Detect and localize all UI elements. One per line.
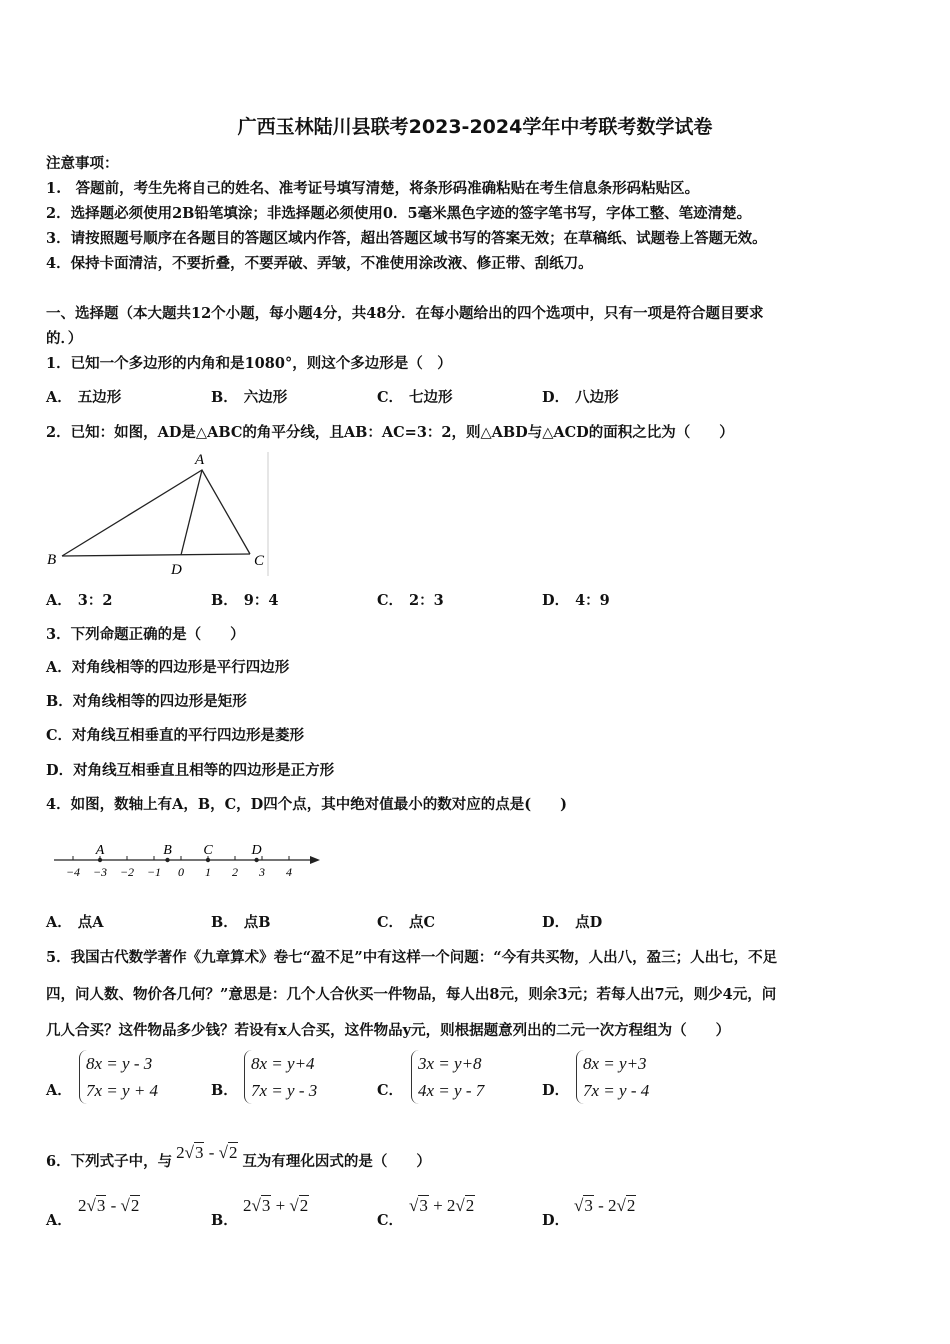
q6-option-a-expression: 2√3 - √2	[78, 1196, 140, 1215]
q5-option-c-system	[411, 1050, 484, 1104]
vertex-label-c: C	[254, 553, 265, 569]
equation: 7x = y - 3	[251, 1081, 318, 1100]
vertex-label-b: B	[47, 552, 57, 568]
q6-stem-prefix: 6．下列式子中，与	[46, 1153, 173, 1170]
q4-option-b: B． 点B	[211, 914, 271, 931]
q6-expression: 2√3 - √2	[176, 1143, 238, 1162]
q5-line: 5．我国古代数学著作《九章算术》卷七“盈不足”中有这样一个问题：“今有共买物，人出八，盈三；人出七，不足	[46, 949, 778, 966]
axis-tick-label: 2	[232, 865, 238, 879]
q6-option-c-label: C．	[377, 1212, 404, 1229]
axis-tick-label: −2	[119, 865, 135, 879]
axis-point-label: D	[251, 843, 262, 858]
axis-point	[165, 858, 169, 862]
q4-stem: 4．如图，数轴上有A，B，C，D四个点，其中绝对值最小的数对应的点是( )	[46, 796, 567, 813]
q5-option-c-label: C．	[377, 1082, 404, 1099]
q5-line: 几人合买？这件物品多少钱？若设有x人合买，这件物品y元，则根据题意列出的二元一次方程组为（ ）	[46, 1022, 731, 1039]
q4-option-d: D． 点D	[542, 914, 603, 931]
triangle-base	[62, 554, 250, 556]
section-heading-line2: 的．）	[46, 330, 83, 347]
bisector-ad	[181, 470, 202, 555]
equation: 4x = y - 7	[418, 1081, 485, 1100]
q3-option-c: C．对角线互相垂直的平行四边形是菱形	[46, 727, 305, 744]
q4-option-c: C． 点C	[377, 914, 436, 931]
q6-stem	[46, 1143, 431, 1171]
q5-option-b-system	[244, 1050, 317, 1104]
q5-line: 四，问人数、物价各几何？”意思是：几个人合伙买一件物品，每人出8元，则余3元；若每人出7元，则少4元，问	[46, 986, 777, 1003]
vertex-label-d: D	[171, 562, 182, 578]
q6-stem-suffix: 互为有理化因式的是（ ）	[242, 1153, 431, 1170]
notice-item: 3．请按照题号顺序在各题目的答题区域内作答，超出答题区域书写的答案无效；在草稿纸、试题卷上答题无效。	[46, 230, 767, 247]
q5-option-a-label: A．	[46, 1082, 72, 1099]
q3-stem: 3．下列命题正确的是（ ）	[46, 626, 245, 643]
number-line	[50, 838, 330, 882]
q6-option-c-expression: √3 + 2√2	[409, 1196, 475, 1215]
q5-option-a-system	[79, 1050, 158, 1104]
page-title: 广西玉林陆川县联考2023-2024学年中考联考数学试卷	[237, 116, 713, 138]
q4-option-a: A． 点A	[46, 914, 104, 931]
q6-option-a-label: A．	[46, 1212, 72, 1229]
q6-option-b-expression: 2√3 + √2	[243, 1196, 309, 1215]
axis-tick-label: 1	[205, 865, 211, 879]
axis-point-label: A	[95, 843, 105, 858]
triangle-figure	[44, 448, 272, 578]
axis-point	[254, 858, 258, 862]
equation: 7x = y + 4	[86, 1081, 159, 1100]
axis-point-label: B	[163, 843, 172, 858]
q1-option-d: D． 八边形	[542, 389, 619, 406]
q1-option-a: A． 五边形	[46, 389, 122, 406]
equation: 8x = y+4	[251, 1054, 315, 1073]
axis-tick-label: 0	[178, 865, 184, 879]
q5-option-b-label: B．	[211, 1082, 238, 1099]
axis-tick-label: −1	[146, 865, 162, 879]
notice-item: 2．选择题必须使用2B铅笔填涂；非选择题必须使用0．5毫米黑色字迹的签字笔书写，字体工整、笔迹清楚。	[46, 205, 752, 222]
notice-item: 1. 答题前，考生先将自己的姓名、准考证号填写清楚，将条形码准确粘贴在考生信息条形码粘贴区。	[46, 180, 700, 197]
q6-option-d-expression: √3 - 2√2	[574, 1196, 636, 1215]
axis-tick-label: −3	[92, 865, 108, 879]
equation: 8x = y - 3	[86, 1054, 153, 1073]
q3-option-b: B．对角线相等的四边形是矩形	[46, 693, 247, 710]
q6-option-d-label: D．	[542, 1212, 570, 1229]
q3-option-a: A．对角线相等的四边形是平行四边形	[46, 659, 290, 676]
q6-option-b-label: B．	[211, 1212, 238, 1229]
q2-stem: 2．已知：如图，AD是△ABC的角平分线，且AB：AC=3：2，则△ABD与△ACD的面积之比为（ ）	[46, 424, 734, 441]
axis-arrow-icon	[310, 856, 320, 864]
axis-point	[206, 858, 210, 862]
section-heading-line1: 一、选择题（本大题共12个小题，每小题4分，共48分．在每小题给出的四个选项中，只有一项是符合题目要求	[46, 305, 764, 322]
q1-option-c: C． 七边形	[377, 389, 453, 406]
equation: 7x = y - 4	[583, 1081, 650, 1100]
q3-option-d: D．对角线互相垂直且相等的四边形是正方形	[46, 762, 335, 779]
axis-point-label: C	[203, 843, 213, 858]
q5-option-d-system	[576, 1050, 649, 1104]
notice-item: 4．保持卡面清洁，不要折叠，不要弄破、弄皱，不准使用涂改液、修正带、刮纸刀。	[46, 255, 593, 272]
axis-tick-label: 4	[286, 865, 292, 879]
q2-option-b: B． 9：4	[211, 592, 279, 609]
q1-stem: 1．已知一个多边形的内角和是1080°，则这个多边形是（ ）	[46, 355, 452, 372]
equation: 3x = y+8	[418, 1054, 482, 1073]
vertex-label-a: A	[195, 452, 205, 468]
axis-point	[98, 858, 102, 862]
q2-option-a: A． 3：2	[46, 592, 113, 609]
notice-heading: 注意事项：	[46, 155, 119, 172]
q2-option-c: C． 2：3	[377, 592, 444, 609]
axis-tick-label: 3	[259, 865, 265, 879]
q5-option-d-label: D．	[542, 1082, 570, 1099]
q2-option-d: D． 4：9	[542, 592, 610, 609]
triangle-sides	[62, 470, 250, 556]
equation: 8x = y+3	[583, 1054, 647, 1073]
q1-option-b: B． 六边形	[211, 389, 288, 406]
axis-tick-label: −4	[65, 865, 81, 879]
